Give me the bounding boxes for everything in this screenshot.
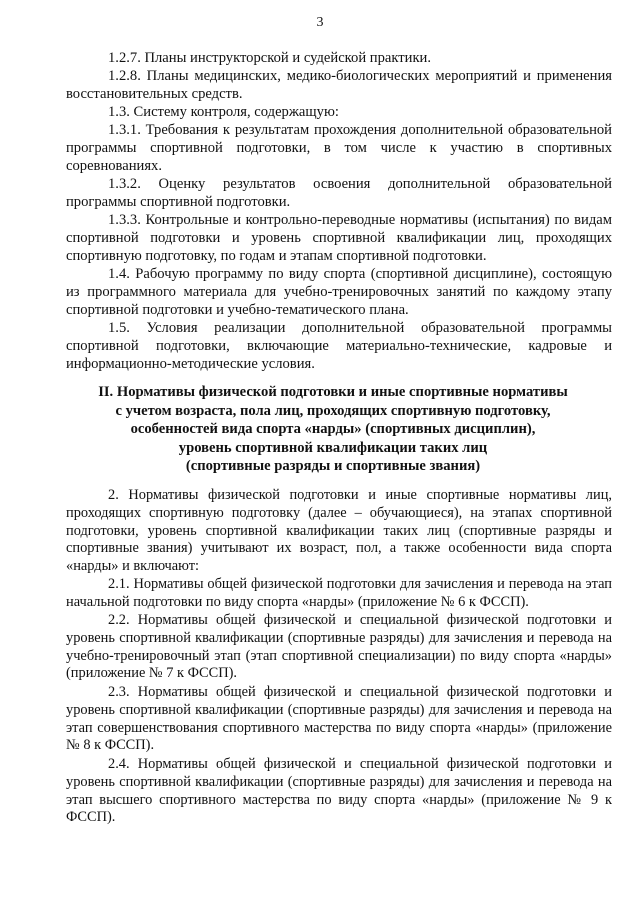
paragraph-1-3-3: 1.3.3. Контрольные и контрольно-переводные нормативы (испытания) по видам спортивной подготовки и уровень спортивной квалификации лиц, проходящих спортивную подготовку, по годам и этапам спортивной подготовки.: [66, 212, 612, 264]
paragraph-1-3-2: 1.3.2. Оценку результатов освоения дополнительной образовательной программы спортивной подготовки.: [66, 176, 612, 210]
paragraph-1-2-7: 1.2.7. Планы инструкторской и судейской практики.: [108, 50, 431, 66]
paragraph-2-3: 2.3. Нормативы общей физической и специальной физической подготовки и уровень спортивной квалификации (спортивные разряды) для зачисления и перевода на этап совершенствования спортивного мастерства по виду спорта «нарды» (приложение № 8 к ФССП).: [66, 684, 612, 754]
paragraph-1-2-8: 1.2.8. Планы медицинских, медико-биологических мероприятий и применения восстановительных средств.: [66, 68, 612, 102]
paragraph-1-5: 1.5. Условия реализации дополнительной образовательной программы спортивной подготовки, включающие материально-технические, кадровые и информационно-методические условия.: [66, 320, 612, 372]
section-heading-line-4: уровень спортивной квалификации таких лиц: [178, 439, 488, 456]
paragraph-1-3-1: 1.3.1. Требования к результатам прохождения дополнительной образовательной программы спортивной подготовки, в том числе к участию в спортивных соревнованиях.: [66, 122, 612, 174]
page-number: 3: [316, 15, 324, 30]
section-heading: [50, 383, 616, 476]
section-heading-line-3: особенностей вида спорта «нарды» (спортивных дисциплин),: [130, 421, 536, 438]
section-heading-line-1: II. Нормативы физической подготовки и иные спортивные нормативы: [98, 384, 568, 400]
paragraph-1-4: 1.4. Рабочую программу по виду спорта (спортивной дисциплине), состоящую из программного материала для учебно-тренировочных занятий по каждому этапу спортивной подготовки и учебно-тематического плана.: [66, 266, 612, 318]
paragraph-2-1: 2.1. Нормативы общей физической подготовки для зачисления и перевода на этап начальной подготовки по виду спорта «нарды» (приложение № 6 к ФССП).: [66, 576, 612, 610]
paragraph-2: 2. Нормативы физической подготовки и иные спортивные нормативы лиц, проходящих спортивную подготовку (далее – обучающиеся), на этапах спортивной подготовки, уровень спортивной квалификации таких лиц (спортивные разряды и спортивные звания) учитывают их возраст, пол, а также особенности вида спорта «нарды» и включают:: [66, 487, 612, 575]
section-heading-line-5: (спортивные разряды и спортивные звания): [185, 458, 481, 475]
paragraph-1-3: 1.3. Систему контроля, содержащую:: [108, 104, 339, 120]
paragraph-2-2: 2.2. Нормативы общей физической и специальной физической подготовки и уровень спортивной квалификации (спортивные разряды) для зачисления и перевода на учебно-тренировочный этап (этап спортивной специализации) по виду спорта «нарды» (приложение № 7 к ФССП).: [66, 612, 612, 682]
section-heading-line-2: с учетом возраста, пола лиц, проходящих спортивную подготовку,: [115, 402, 551, 419]
paragraph-2-4: 2.4. Нормативы общей физической и специальной физической подготовки и уровень спортивной квалификации (спортивные разряды) для зачисления и перевода на этап высшего спортивного мастерства по виду спорта «нарды» (приложение № 9 к ФССП).: [66, 756, 612, 826]
